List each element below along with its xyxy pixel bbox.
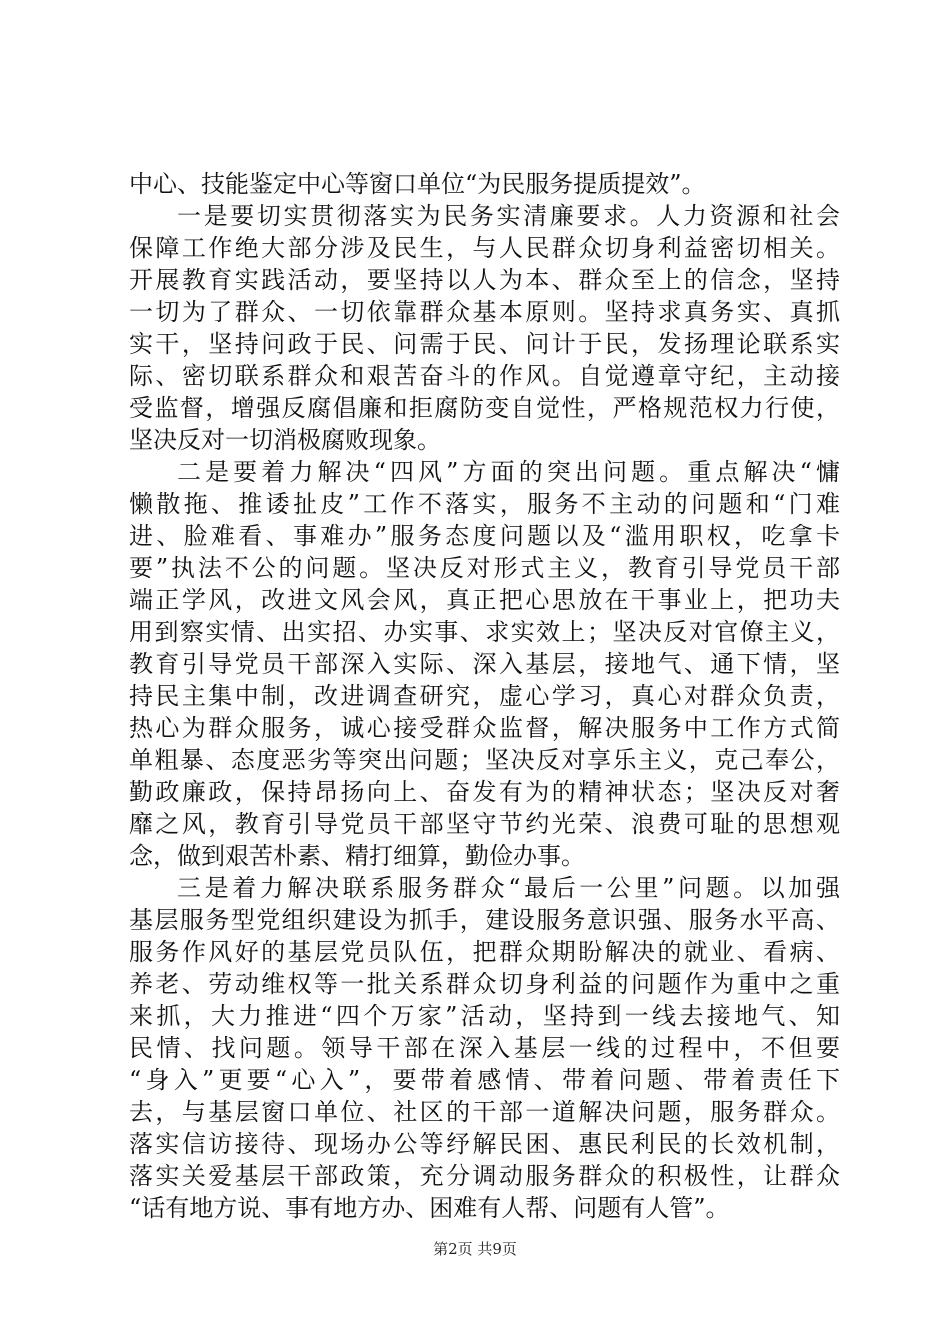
text-line: 受监督，增强反腐倡廉和拒腐防变自觉性，严格规范权力行使， xyxy=(129,394,840,422)
text-line: 念，做到艰苦朴素、精打细算，勤俭办事。 xyxy=(129,842,585,870)
document-body xyxy=(129,168,840,1224)
text-line: 去，与基层窗口单位、社区的干部一道解决问题，服务群众。 xyxy=(129,1098,840,1126)
text-line: 单粗暴、态度恶劣等突出问题；坚决反对享乐主义，克己奉公， xyxy=(129,746,840,774)
text-line: 际、密切联系群众和艰苦奋斗的作风。自觉遵章守纪，主动接 xyxy=(129,362,840,390)
text-line: 服务作风好的基层党员队伍，把群众期盼解决的就业、看病、 xyxy=(129,938,840,966)
text-line: 落实信访接待、现场办公等纾解民困、惠民利民的长效机制， xyxy=(129,1130,840,1158)
text-line: 热心为群众服务，诚心接受群众监督，解决服务中工作方式简 xyxy=(129,714,840,742)
text-line: 实干，坚持问政于民、问需于民、问计于民，发扬理论联系实 xyxy=(129,330,840,358)
text-line: 养老、劳动维权等一批关系群众切身利益的问题作为重中之重 xyxy=(129,970,840,998)
text-line: 用到察实情、出实招、办实事、求实效上；坚决反对官僚主义， xyxy=(129,618,840,646)
text-line: “身入”更要“心入”，要带着感情、带着问题、带着责任下 xyxy=(129,1066,840,1094)
text-line: 要”执法不公的问题。坚决反对形式主义，教育引导党员干部 xyxy=(129,554,840,582)
text-line: 端正学风，改进文风会风，真正把心思放在干事业上，把功夫 xyxy=(129,586,840,614)
text-line: 开展教育实践活动，要坚持以人为本、群众至上的信念，坚持 xyxy=(129,266,840,294)
text-line: 中心、技能鉴定中心等窗口单位“为民服务提质提效”。 xyxy=(129,170,706,198)
page-footer xyxy=(0,1238,950,1259)
text-line: 来抓，大力推进“四个万家”活动，坚持到一线去接地气、知 xyxy=(129,1002,840,1030)
text-line: 持民主集中制，改进调查研究，虚心学习，真心对群众负责， xyxy=(129,682,840,710)
text-line: 进、脸难看、事难办”服务态度问题以及“滥用职权，吃拿卡 xyxy=(129,522,840,550)
text-line: 三是着力解决联系服务群众“最后一公里”问题。以加强 xyxy=(177,874,840,902)
text-line: 二是要着力解决“四风”方面的突出问题。重点解决“慵 xyxy=(177,458,840,486)
text-line: 基层服务型党组织建设为抓手，建设服务意识强、服务水平高、 xyxy=(129,906,840,934)
text-line: 民情、找问题。领导干部在深入基层一线的过程中，不但要 xyxy=(129,1034,840,1062)
text-line: 靡之风，教育引导党员干部坚守节约光荣、浪费可耻的思想观 xyxy=(129,810,840,838)
text-line: 落实关爱基层干部政策，充分调动服务群众的积极性，让群众 xyxy=(129,1162,840,1190)
text-line: 保障工作绝大部分涉及民生，与人民群众切身利益密切相关。 xyxy=(129,234,840,262)
page-number-label: 第2页 共9页 xyxy=(433,1240,517,1258)
text-line: 教育引导党员干部深入实际、深入基层，接地气、通下情，坚 xyxy=(129,650,840,678)
text-line: 勤政廉政，保持昂扬向上、奋发有为的精神状态；坚决反对奢 xyxy=(129,778,840,806)
text-line: 坚决反对一切消极腐败现象。 xyxy=(129,426,441,454)
text-line: 一是要切实贯彻落实为民务实清廉要求。人力资源和社会 xyxy=(177,202,840,230)
text-line: “话有地方说、事有地方办、困难有人帮、问题有人管”。 xyxy=(129,1194,730,1222)
text-line: 一切为了群众、一切依靠群众基本原则。坚持求真务实、真抓 xyxy=(129,298,840,326)
text-line: 懒散拖、推诿扯皮”工作不落实，服务不主动的问题和“门难 xyxy=(129,490,840,518)
